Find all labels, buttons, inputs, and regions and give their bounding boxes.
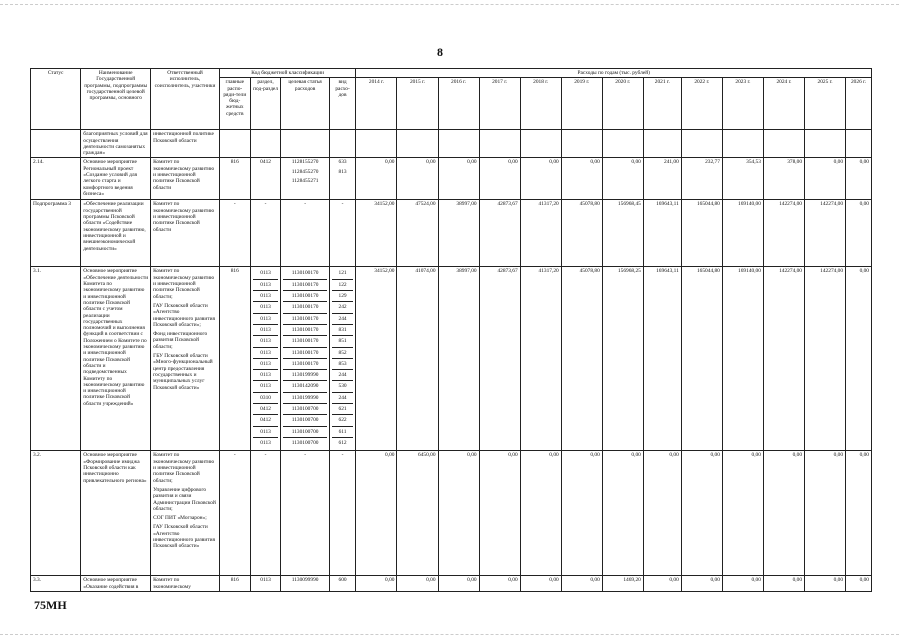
csr-code: 1130199990 [283,393,326,404]
value-cell: 0,00 [438,451,479,576]
rzpr-code: 0113 [253,370,279,381]
row-executor: Комитет по экономическому развитию и инвестиционной политике Псковской области [151,158,220,200]
executor-part: ГАУ Псковской области «Агентство инвестиционного развития Псковской области» [153,524,215,550]
executor-part: Комитет по экономическому развитию и инвестиционной политике Псковской области; [153,452,215,484]
value-cell: 0,00 [520,576,561,592]
header-year: 2026 г. [846,78,872,130]
vr-code: 244 [332,314,354,325]
header-vr: вид расхо-дов [329,78,356,130]
value-cell: 41074,00 [397,267,438,451]
value-cell: 156968,25 [602,267,643,451]
executor-part: Управление цифрового развития и связи Администрации Псковской области; [153,486,216,512]
value-cell: 0,00 [479,451,520,576]
value-cell: 232,77 [681,158,722,200]
footer-stamp: 75МН [34,598,67,612]
vr-code: 242 [332,302,354,313]
row-executor: инвестиционной политике Псковской области [151,130,220,158]
row-executor: Комитет по экономическому развитию и инвестиционной политике Псковской области [151,200,220,267]
value-cell: 354,53 [722,158,763,200]
csr-code: 1130100170 [283,348,326,359]
value-cell: 0,00 [438,158,479,200]
header-year: 2014 г. [356,78,397,130]
value-cell: 0,00 [846,200,872,267]
value-cell: 41317,20 [520,267,561,451]
row-grbs: - [219,200,250,267]
rzpr-code: 0113 [253,359,279,370]
row-name: благоприятных условий для осуществления деятельности самозанятых граждан» [81,130,151,158]
vr-code: 122 [332,280,354,291]
row-csr: 1130099990 [281,576,329,592]
value-cell: 41317,20 [520,200,561,267]
row-grbs: - [219,451,250,576]
value-cell: 42873,67 [479,200,520,267]
value-cell: 0,00 [643,576,681,592]
vr-code: 121 [332,268,354,279]
csr-code: 1128455271 [291,178,319,185]
table-row [31,130,872,158]
header-year: 2023 г. [722,78,763,130]
row-status [31,130,81,158]
header-year: 2021 г. [643,78,681,130]
value-cell: 0,00 [356,158,397,200]
value-cell: 0,00 [356,451,397,576]
value-cell: 0,00 [846,576,872,592]
value-cell: 169643,11 [643,200,681,267]
value-cell: 0,00 [397,158,438,200]
header-name: Наименование Государственной программы, подпрограммы государственной целевой программы, основного [81,69,151,130]
csr-code: 1130100170 [283,302,326,313]
executor-part: Комитет по экономическому развитию и инвестиционной политике Псковской области; [153,268,215,300]
csr-code: 1130100700 [283,415,326,426]
table-row [31,451,872,576]
row-name: Основное мероприятие Региональный проект «Создание условий для легкого старта и комфортного ведения бизнеса» [81,158,151,200]
value-cell: 0,00 [356,576,397,592]
rzpr-code: 0113 [253,348,279,359]
vr-code: 244 [332,370,354,381]
value-cell: 0,00 [397,576,438,592]
header-year: 2020 г. [602,78,643,130]
value-cell: 0,00 [438,576,479,592]
value-cell: 142274,00 [763,200,804,267]
value-cell: 0,00 [681,576,722,592]
budget-table-wrapper [30,68,872,592]
row-name: Основное мероприятие «Обеспечение деятельности Комитета по экономическому развитию и инвестиционной политике Псковской области с учетом реализации государственных полномочий и выполнения функций в соответствии с Положением о Комитете по экономическому развитию и инвестиционной политике Псковской области и подведомственных Комитету по экономическому развитию и инвестиционной политике Псковской области учреждений» [81,267,151,451]
row-grbs: 816 [219,267,250,451]
rzpr-code: 0113 [253,280,279,291]
value-cell: 0,00 [643,451,681,576]
csr-code: 1128155270 [291,159,319,166]
value-cell: 34152,00 [356,267,397,451]
csr-code: 1130100170 [283,314,326,325]
rzpr-code: 0113 [253,314,279,325]
rzpr-code: 0113 [253,325,279,336]
row-vr: - [329,200,356,267]
value-cell: 0,00 [846,158,872,200]
csr-code: 1130100170 [283,359,326,370]
value-cell: 34152,00 [356,200,397,267]
vr-code: 813 [338,168,347,175]
value-cell: 169140,00 [722,267,763,451]
csr-code: 1130100170 [283,325,326,336]
csr-code: 1130100700 [283,427,326,438]
header-budget-code: Код бюджетной классификации [219,69,356,78]
vr-code: 633 [338,159,347,166]
value-cell: 0,00 [805,576,846,592]
value-cell: 1469,20 [602,576,643,592]
value-cell: 378,00 [763,158,804,200]
vr-code: 851 [332,336,354,347]
header-rzpr: раздел, под-раздел [250,78,281,130]
rzpr-code: 0412 [253,415,279,426]
table-row [31,267,872,451]
header-year: 2024 г. [763,78,804,130]
value-cell: 38997,00 [438,200,479,267]
row-vr-list [329,158,356,200]
rzpr-code: 0113 [253,302,279,313]
row-vr: - [329,451,356,576]
value-cell: 0,00 [520,451,561,576]
row-status: 3.2. [31,451,81,576]
value-cell: 0,00 [805,158,846,200]
value-cell: 0,00 [805,451,846,576]
row-csr-list [281,158,329,200]
value-cell: 0,00 [479,576,520,592]
value-cell: 0,00 [520,158,561,200]
row-rzpr: 0412 [250,158,281,200]
rzpr-code: 0113 [253,381,279,392]
header-grbs: главные распо-ряди-тели бюд-жетных средств [219,78,250,130]
rzpr-code: 0113 [253,268,279,279]
value-cell: 0,00 [602,158,643,200]
rzpr-code: 0412 [253,404,279,415]
value-cell: 165044,80 [681,200,722,267]
scan-edge-bottom [0,634,899,635]
rzpr-code: 0310 [253,393,279,404]
rzpr-code: 0113 [253,427,279,438]
row-vr-list [329,267,356,451]
value-cell: 6450,00 [397,451,438,576]
header-year: 2015 г. [397,78,438,130]
value-cell: 0,00 [846,451,872,576]
vr-code: 612 [338,439,347,446]
row-status: Подпрограмма 3 [31,200,81,267]
row-status: 3.1. [31,267,81,451]
value-cell: 0,00 [602,451,643,576]
executor-part: ГБУ Псковской области «Много-функциональный центр предоставления государственных и муниципальных услуг Псковской области» [153,353,213,391]
vr-code: 853 [332,359,354,370]
vr-code: 530 [332,381,354,392]
rzpr-code: 0113 [253,336,279,347]
row-executor: Комитет по экономическому [151,576,220,592]
header-year: 2025 г. [805,78,846,130]
value-cell: 165044,80 [681,267,722,451]
row-grbs: 816 [219,158,250,200]
value-cell: 45078,80 [561,267,602,451]
row-rzpr: - [250,451,281,576]
row-rzpr-list [250,267,281,451]
vr-code: 852 [332,348,354,359]
csr-code: 1130199990 [283,370,326,381]
value-cell: 142274,00 [805,267,846,451]
header-status: Статус [31,69,81,130]
vr-code: 244 [332,393,354,404]
value-cell: 0,00 [479,158,520,200]
executor-part: СОГ ПИТ «Могзарон»; [153,515,207,522]
header-expenses: Расходы по годам (тыс. рублей) [356,69,872,78]
header-year: 2018 г. [520,78,561,130]
executor-part: ГАУ Псковской области «Агентство инвестиционного развития Псковской области»; [153,302,215,328]
value-cell: 241,00 [643,158,681,200]
row-vr: 600 [329,576,356,592]
table-row [31,576,872,592]
row-rzpr: - [250,200,281,267]
csr-code: 1130100700 [283,404,326,415]
value-cell: 169643,11 [643,267,681,451]
csr-code: 1130100170 [283,280,326,291]
value-cell: 142274,00 [763,267,804,451]
csr-code: 1130100170 [283,336,326,347]
value-cell: 142274,00 [805,200,846,267]
value-cell: 0,00 [722,576,763,592]
row-name: «Обеспечение реализации государственной программы Псковской области «Содействие экономическому развитию, инвестиционной и внешнеэкономической деятельности» [81,200,151,267]
budget-table [30,68,872,592]
vr-code: 622 [332,415,354,426]
value-cell: 47524,00 [397,200,438,267]
row-name: Основное мероприятие «Оказание содействия в [81,576,151,592]
vr-code: 611 [332,427,354,438]
value-cell: 45078,80 [561,200,602,267]
header-year: 2017 г. [479,78,520,130]
csr-code: 1130100170 [283,268,326,279]
value-cell: 169140,00 [722,200,763,267]
vr-code: 621 [332,404,354,415]
csr-code: 1128455270 [291,168,319,175]
header-year: 2019 г. [561,78,602,130]
row-csr: - [281,200,329,267]
rzpr-code: 0113 [253,291,279,302]
header-year: 2022 г. [681,78,722,130]
value-cell: 42873,67 [479,267,520,451]
header-executor: Ответственный исполнитель, соисполнитель, участники [151,69,220,130]
scan-edge-top [0,4,899,5]
value-cell: 38997,00 [438,267,479,451]
vr-code: 831 [332,325,354,336]
row-grbs: 816 [219,576,250,592]
value-cell: 0,00 [846,267,872,451]
value-cell: 156968,45 [602,200,643,267]
row-csr: - [281,451,329,576]
csr-code: 1130100700 [291,439,319,446]
row-executor [151,267,220,451]
value-cell: 0,00 [763,576,804,592]
vr-code: 129 [332,291,354,302]
rzpr-code: 0113 [260,439,271,446]
header-year: 2016 г. [438,78,479,130]
table-row [31,200,872,267]
executor-part: Фонд инвестиционного развития Псковской области; [153,331,208,350]
value-cell: 0,00 [722,451,763,576]
row-csr-list [281,267,329,451]
value-cell: 0,00 [561,576,602,592]
value-cell: 0,00 [763,451,804,576]
value-cell: 0,00 [681,451,722,576]
header-csr: целевая статья расходов [281,78,329,130]
row-name: Основное мероприятие «Формирование имиджа Псковской области как инвестиционно привлекательного региона» [81,451,151,576]
csr-code: 1130142090 [283,381,326,392]
csr-code: 1130100170 [283,291,326,302]
row-status: 3.3. [31,576,81,592]
row-rzpr: 0113 [250,576,281,592]
value-cell: 0,00 [561,451,602,576]
table-row [31,158,872,200]
page-number: 8 [437,45,443,59]
row-executor [151,451,220,576]
row-status: 2.14. [31,158,81,200]
value-cell: 0,00 [561,158,602,200]
